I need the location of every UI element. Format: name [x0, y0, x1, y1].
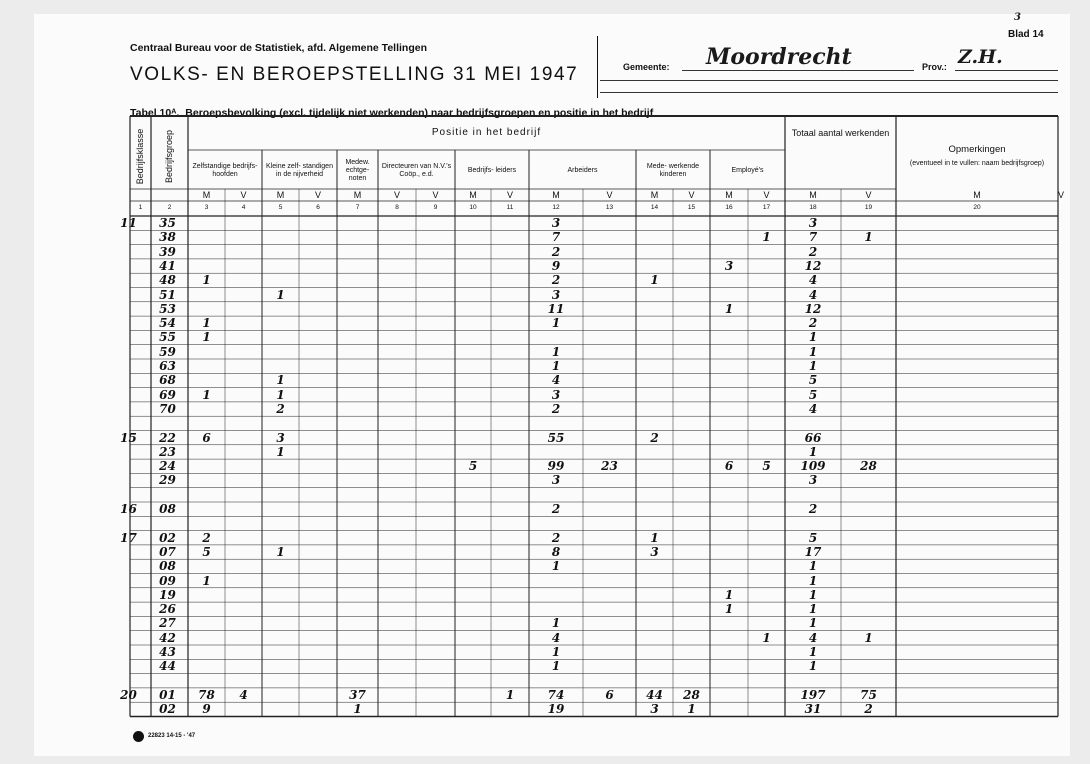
row-groep: 54	[159, 316, 176, 331]
gemeente-label: Gemeente:	[623, 62, 670, 72]
cell-value: 2	[551, 244, 561, 259]
row-groep: 38	[159, 230, 176, 245]
position-header: Positie in het bedrijf	[431, 127, 542, 138]
cell-value: 1	[687, 702, 696, 717]
survey-title: VOLKS- EN BEROEPSTELLING 31 MEI 1947	[130, 64, 579, 85]
cell-value: 3	[551, 216, 561, 230]
cell-value: 12	[804, 258, 822, 273]
province-label: Prov.:	[922, 62, 947, 72]
cell-value: 1	[202, 330, 211, 345]
sex-header: V	[432, 190, 439, 200]
cell-value: 3	[650, 544, 659, 559]
row-groep: 59	[159, 344, 176, 359]
cell-value: 5	[202, 544, 211, 559]
row-groep: 41	[159, 258, 176, 273]
cell-value: 1	[276, 373, 285, 388]
sex-header: V	[865, 190, 872, 200]
cell-value: 2	[276, 401, 285, 416]
cell-value: 1	[551, 316, 561, 331]
cell-value: 1	[808, 359, 818, 373]
sex-header: V	[688, 190, 695, 200]
cell-value: 1	[276, 287, 285, 302]
cell-value: 4	[808, 401, 818, 416]
cell-value: 2	[551, 502, 561, 516]
row-groep: 29	[159, 473, 176, 488]
group-header: Bedrijfs- leiders	[467, 166, 517, 174]
cell-value: 1	[808, 645, 818, 659]
cell-value: 3	[276, 430, 285, 445]
rotated-column-header: Bedrijfsgroep	[164, 129, 174, 184]
column-number: 4	[241, 204, 246, 211]
column-number: 6	[316, 204, 320, 211]
cell-value: 4	[808, 630, 818, 645]
cell-value: 3	[551, 473, 561, 488]
column-number: 7	[355, 204, 360, 211]
column-number: 20	[973, 204, 981, 211]
cell-value: 7	[808, 230, 818, 245]
cell-value: 1	[202, 573, 211, 588]
cell-value: 3	[808, 473, 818, 488]
remarks-note: (eventueel in te vullen: naam bedrijfsgroep)	[909, 160, 1045, 167]
cell-value: 2	[551, 273, 561, 288]
cell-value: 1	[864, 630, 873, 645]
row-groep: 70	[159, 401, 176, 416]
cell-value: 1	[551, 359, 561, 373]
cell-value: 1	[808, 444, 818, 459]
cell-value: 5	[808, 530, 818, 545]
cell-value: 17	[804, 544, 822, 559]
cell-value: 99	[547, 459, 565, 474]
sheet-label: Blad 14	[1008, 29, 1044, 40]
print-code: 22823 14-15 - '47	[148, 733, 196, 739]
row-groep: 07	[159, 544, 176, 559]
bureau-heading: Centraal Bureau voor de Statistiek, afd. Algemene Tellingen	[130, 42, 427, 54]
cell-value: 1	[202, 316, 211, 331]
row-klasse: 15	[120, 430, 137, 445]
cell-value: 31	[804, 702, 822, 717]
sex-header: V	[240, 190, 247, 200]
cell-value: 1	[808, 573, 818, 588]
group-header: Medew. echtge- noten	[345, 158, 370, 182]
cell-value: 3	[650, 702, 659, 717]
cell-value: 2	[551, 530, 561, 545]
cell-value: 1	[864, 230, 873, 245]
cell-value: 1	[650, 273, 659, 288]
cell-value: 2	[650, 430, 659, 445]
cell-value: 11	[547, 301, 565, 316]
cell-value: 1	[505, 687, 515, 702]
cell-value: 6	[202, 430, 211, 445]
group-header: Directeuren van N.V.'s Coöp., e.d.	[381, 162, 452, 178]
sex-header: V	[314, 190, 321, 200]
cell-value: 3	[724, 258, 734, 273]
sex-header: M	[725, 190, 733, 200]
row-klasse: 16	[120, 502, 137, 516]
province-value: Z.H.	[958, 46, 1003, 68]
cell-value: 109	[800, 459, 826, 474]
cell-value: 4	[551, 630, 561, 645]
remarks-header: Opmerkingen	[948, 144, 1006, 155]
cell-value: 1	[808, 659, 818, 674]
cell-value: 1	[762, 630, 771, 645]
cell-value: 75	[860, 687, 877, 702]
row-groep: 43	[159, 645, 176, 659]
sex-header: M	[353, 190, 362, 200]
group-header: Mede- werkende kinderen	[646, 162, 700, 178]
cell-value: 44	[646, 687, 663, 702]
cell-value: 1	[551, 616, 561, 631]
cell-value: 1	[202, 387, 211, 402]
cell-value: 1	[353, 702, 362, 717]
cell-value: 4	[551, 373, 561, 388]
cell-value: 6	[605, 687, 614, 702]
sex-header: V	[763, 190, 770, 200]
sex-header: V	[606, 190, 613, 200]
cell-value: 2	[202, 530, 211, 545]
row-groep: 08	[159, 559, 176, 574]
column-number: 13	[605, 204, 614, 211]
cell-value: 1	[276, 544, 285, 559]
sex-header: M	[973, 190, 981, 200]
row-groep: 27	[159, 616, 176, 631]
column-number: 2	[167, 204, 172, 211]
cell-value: 1	[551, 559, 561, 574]
row-groep: 24	[159, 459, 176, 474]
row-groep: 01	[159, 687, 176, 702]
column-number: 1	[138, 204, 143, 211]
row-groep: 02	[159, 530, 176, 545]
sex-header: M	[469, 190, 477, 200]
table-title: Beroepsbevolking (excl. tijdelijk niet werkenden) naar bedrijfsgroepen en positie in het bedrijf	[185, 107, 654, 119]
sex-header: M	[809, 190, 817, 200]
table-number: Tabel 10ᴬ.	[130, 107, 180, 119]
cell-value: 1	[808, 344, 818, 359]
row-groep: 23	[159, 444, 176, 459]
cell-value: 2	[808, 502, 818, 516]
cell-value: 3	[551, 387, 561, 402]
row-groep: 35	[159, 216, 176, 230]
column-number: 12	[552, 204, 560, 211]
cell-value: 28	[860, 459, 877, 474]
row-groep: 08	[159, 502, 176, 516]
cell-value: 5	[808, 387, 818, 402]
row-groep: 69	[159, 387, 176, 402]
cell-value: 1	[808, 602, 818, 617]
cell-value: 1	[808, 559, 818, 574]
row-groep: 55	[159, 330, 176, 345]
cell-value: 55	[547, 430, 565, 445]
cell-value: 28	[683, 687, 700, 702]
cell-value: 6	[724, 459, 734, 474]
cell-value: 3	[551, 287, 561, 302]
cell-value: 2	[808, 244, 818, 259]
cell-value: 2	[864, 702, 873, 717]
gemeente-value: Moordrecht	[706, 44, 852, 70]
sheet-number-handwritten: 3	[1014, 12, 1021, 23]
column-number: 9	[433, 204, 438, 211]
row-groep: 26	[159, 602, 176, 617]
row-groep: 68	[159, 373, 176, 388]
column-number: 17	[762, 204, 771, 211]
cell-value: 1	[276, 387, 285, 402]
sex-header: M	[552, 190, 560, 200]
sex-header: V	[393, 190, 400, 200]
cell-value: 1	[650, 530, 659, 545]
printer-logo-icon	[133, 731, 144, 742]
cell-value: 5	[468, 459, 478, 474]
column-number: 18	[809, 204, 817, 211]
cell-value: 4	[808, 287, 818, 302]
cell-value: 1	[724, 587, 734, 602]
row-klasse: 17	[120, 530, 137, 545]
column-number: 19	[864, 204, 873, 211]
cell-value: 2	[808, 316, 818, 331]
cell-value: 74	[547, 687, 565, 702]
group-header: Arbeiders	[567, 166, 598, 174]
group-header: Zelfstandige bedrijfs- hoofden	[192, 162, 258, 178]
row-groep: 39	[159, 244, 176, 259]
cell-value: 4	[239, 687, 248, 702]
cell-value: 23	[601, 459, 618, 474]
column-number: 10	[469, 204, 477, 211]
group-header: Employé's	[731, 166, 764, 174]
sex-header: V	[506, 190, 513, 200]
sex-header: M	[650, 190, 659, 200]
row-groep: 42	[159, 630, 176, 645]
row-groep: 22	[159, 430, 176, 445]
column-number: 5	[278, 204, 283, 211]
row-groep: 48	[159, 273, 176, 288]
row-groep: 53	[159, 301, 176, 316]
cell-value: 1	[276, 444, 285, 459]
cell-value: 9	[202, 702, 211, 717]
cell-value: 9	[551, 258, 561, 273]
row-groep: 63	[159, 359, 176, 373]
cell-value: 37	[349, 687, 366, 702]
sex-header: V	[1058, 190, 1065, 200]
cell-value: 19	[547, 702, 565, 717]
column-number: 15	[687, 204, 696, 211]
sex-header: M	[276, 190, 285, 200]
rotated-column-header: Bedrijfsklasse	[135, 128, 145, 185]
cell-value: 1	[551, 344, 561, 359]
cell-value: 3	[808, 216, 818, 230]
cell-value: 1	[202, 273, 211, 288]
row-groep: 44	[159, 659, 176, 674]
cell-value: 66	[804, 430, 822, 445]
total-header: Totaal aantal werkenden	[791, 128, 890, 138]
row-groep: 09	[159, 573, 176, 588]
cell-value: 12	[804, 301, 822, 316]
cell-value: 2	[551, 401, 561, 416]
cell-value: 78	[198, 687, 215, 702]
cell-value: 1	[551, 645, 561, 659]
cell-value: 1	[724, 301, 734, 316]
cell-value: 1	[762, 230, 771, 245]
row-groep: 51	[159, 287, 176, 302]
column-number: 11	[506, 204, 514, 211]
cell-value: 1	[808, 616, 818, 631]
cell-value: 1	[551, 659, 561, 674]
cell-value: 4	[808, 273, 818, 288]
cell-value: 5	[808, 373, 818, 388]
column-number: 14	[650, 204, 659, 211]
sex-header: M	[202, 190, 211, 200]
column-number: 16	[725, 204, 733, 211]
row-groep: 02	[159, 702, 176, 717]
cell-value: 197	[800, 687, 826, 702]
column-number: 8	[395, 204, 399, 211]
cell-value: 1	[724, 602, 734, 617]
cell-value: 8	[551, 544, 561, 559]
row-klasse: 20	[120, 687, 137, 702]
cell-value: 1	[808, 330, 818, 345]
cell-value: 5	[762, 459, 771, 474]
row-klasse: 11	[120, 216, 137, 230]
group-header: Kleine zelf- standigen in de nijverheid	[266, 162, 333, 178]
column-number: 3	[204, 204, 209, 211]
cell-value: 1	[808, 587, 818, 602]
row-groep: 19	[159, 587, 176, 602]
cell-value: 7	[551, 230, 561, 245]
